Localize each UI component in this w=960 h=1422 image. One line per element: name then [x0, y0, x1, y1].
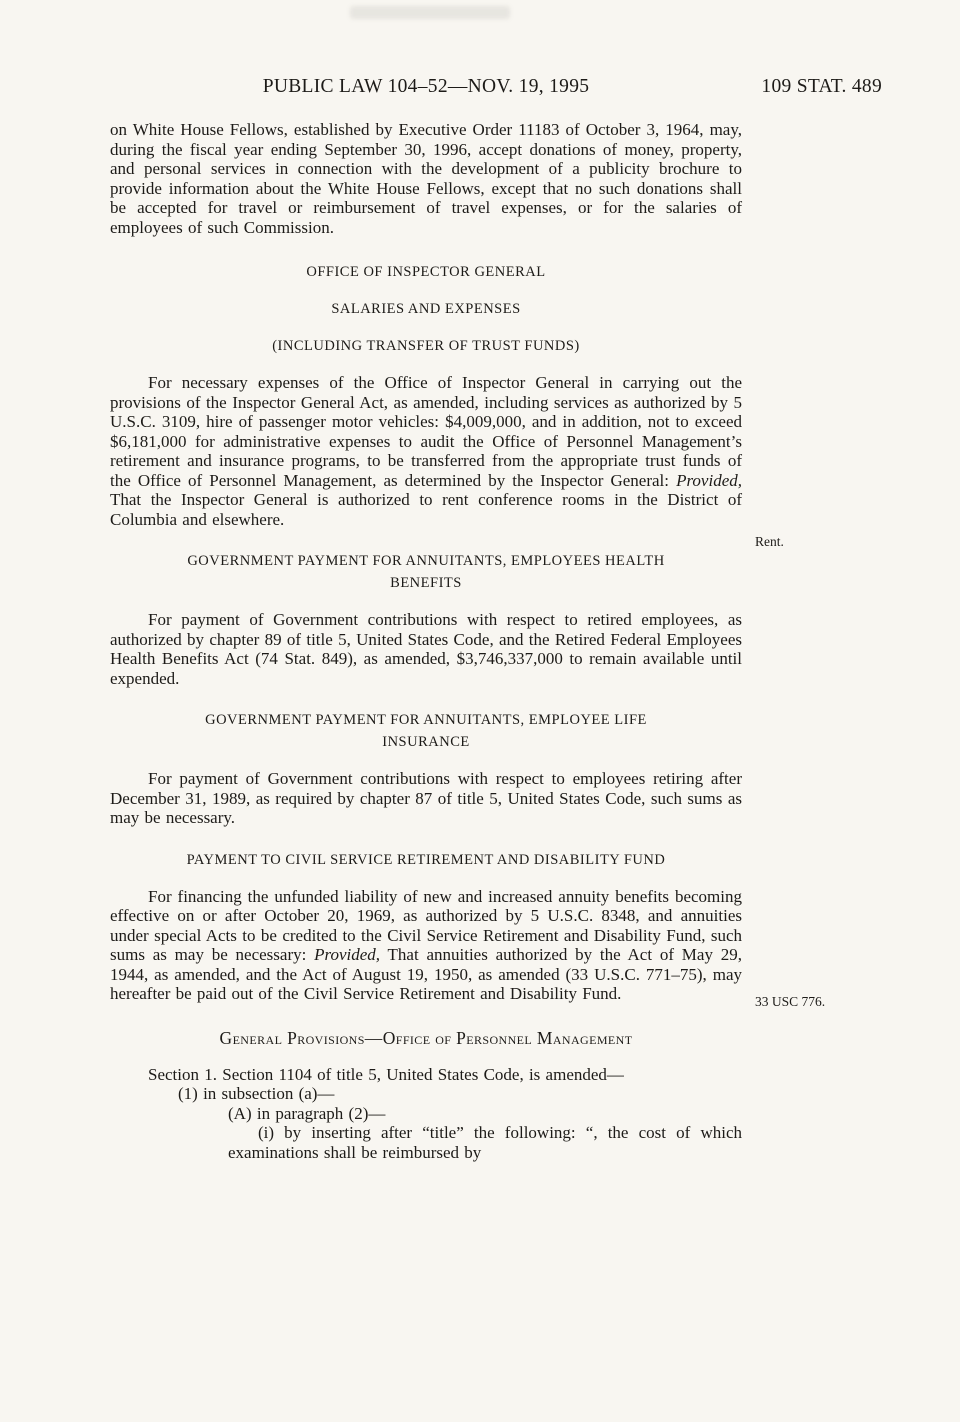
- paragraph-text: That annuities authorized by the Act of May 29, 1944, as amended, and the Act of August 19, 1950, as amended (33 U.S.C. 771–75), may hereafter be paid out of the Civil Service Retirement and Disability Fund.: [110, 945, 742, 1003]
- heading-office-of-inspector-general: OFFICE OF INSPECTOR GENERAL: [306, 264, 546, 280]
- page-header: [110, 76, 882, 102]
- margin-note-usc-776: 33 USC 776.: [755, 994, 826, 1009]
- heading-annuitants-health-benefits: [110, 550, 742, 594]
- heading-line: GOVERNMENT PAYMENT FOR ANNUITANTS, EMPLOYEES HEALTH: [187, 553, 665, 569]
- heading-including-transfer-of-trust-funds: (INCLUDING TRANSFER OF TRUST FUNDS): [272, 338, 580, 354]
- paragraph-white-house-fellows: on White House Fellows, established by Executive Order 11183 of October 3, 1964, may, during the fiscal year ending September 30, 1996, accept donations of money, property, and personal services in connection with the development of a publicity brochure to provide information about the White House Fellows, except that no such donations shall be accepted for travel or reimbursement of travel expenses, or for the salaries of employees of such Commission.: [110, 120, 742, 237]
- paragraph-retirement-disability-fund: [110, 887, 742, 1004]
- heading-salaries-and-expenses: SALARIES AND EXPENSES: [331, 301, 521, 317]
- scan-artifact: [350, 6, 510, 19]
- proviso-text: Provided,: [676, 470, 742, 490]
- heading-annuitants-life-insurance: [110, 709, 742, 753]
- amendment-item-1: (1) in subsection (a)—: [178, 1084, 335, 1103]
- page-body: [110, 120, 742, 1162]
- paragraph-text: For necessary expenses of the Office of Inspector General in carrying out the provisions of the Inspector General Act, as amended, including services as authorized by 5 U.S.C. 3109, hire of passenger motor vehicles: $4,009,000, and in addition, not to exceed $6,181,000 for administrative expenses to audit the Office of Personnel Management’s retirement and insurance programs, to be transferred from the appropriate trust funds of the Office of Personnel Management, as determined by the Inspector General:: [110, 373, 742, 490]
- amendment-item-A: (A) in paragraph (2)—: [228, 1103, 386, 1123]
- margin-note-rent: Rent.: [755, 534, 784, 549]
- statute-page-number: 109 STAT. 489: [761, 76, 882, 97]
- paragraph-section-1: Section 1. Section 1104 of title 5, United States Code, is amended—: [148, 1064, 624, 1084]
- paragraph-inspector-general-appropriation: [110, 373, 742, 529]
- paragraph-annuitants-life: For payment of Government contributions with respect to employees retiring after December 31, 1989, as required by chapter 87 of title 5, United States Code, such sums as may be necessary.: [110, 769, 742, 827]
- heading-line: BENEFITS: [390, 575, 462, 591]
- heading-line: INSURANCE: [382, 734, 470, 750]
- amendment-item-i: (i) by inserting after “title” the following: “, the cost of which examinations shall be reimbursed by: [228, 1123, 742, 1162]
- heading-line: GOVERNMENT PAYMENT FOR ANNUITANTS, EMPLOYEE LIFE: [205, 712, 647, 728]
- paragraph-text: That the Inspector General is authorized to rent conference rooms in the District of Columbia and elsewhere.: [110, 490, 742, 529]
- paragraph-text: For financing the unfunded liability of new and increased annuity benefits becoming effective on or after October 20, 1969, as authorized by 5 U.S.C. 8348, and annuities under special Acts to be credited to the Civil Service Retirement and Disability Fund, such sums as may be necessary:: [110, 886, 742, 964]
- heading-civil-service-retirement-fund: PAYMENT TO CIVIL SERVICE RETIREMENT AND DISABILITY FUND: [186, 851, 666, 868]
- heading-general-provisions-opm: General Provisions—Office of Personnel Management: [219, 1027, 633, 1048]
- paragraph-annuitants-health: For payment of Government contributions with respect to retired employees, as authorized by chapter 89 of title 5, United States Code, and the Retired Federal Employees Health Benefits Act (74 Stat. 849), as amended, $3,746,337,000 to remain available until expended.: [110, 610, 742, 688]
- proviso-text: Provided,: [314, 945, 381, 964]
- law-title: PUBLIC LAW 104–52—NOV. 19, 1995: [262, 76, 590, 97]
